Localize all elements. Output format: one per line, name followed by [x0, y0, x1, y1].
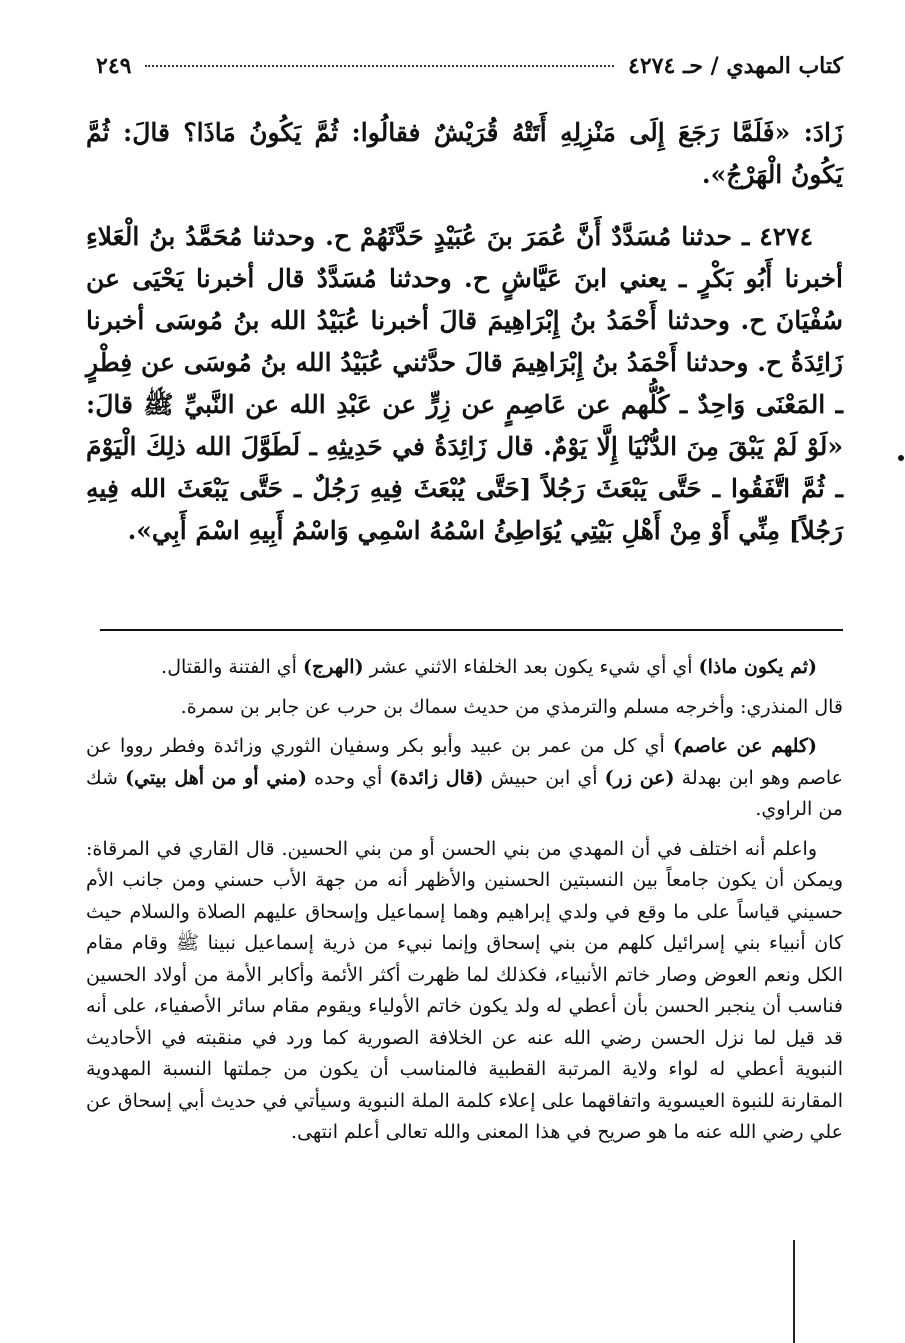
note-text: أي كل من عمر بن عبيد وأبو بكر وسفيان الثوري وزائدة وفطر رووا عن عاصم وهو ابن بهدلة: [86, 735, 843, 789]
note-3: [86, 731, 843, 826]
note-1: [86, 652, 843, 684]
footnote-divider: [100, 629, 843, 631]
running-title: كتاب المهدي / حـ ٤٢٧٤: [628, 53, 843, 79]
hadith-continuation: زَادَ: «فَلَمَّا رَجَعَ إِلَى مَنْزِلِهِ أَتَتْهُ قُرَيْشٌ فقالُوا: ثُمَّ يَكُونُ مَاذَا؟ قالَ: ثُمَّ يَكُونُ الْهَرْجُ».: [86, 118, 843, 189]
note-text: أي وحده: [307, 766, 390, 789]
hadith-4274: ٤٢٧٤ ـ حدثنا مُسَدَّدٌ أَنَّ عُمَرَ بنَ عُبَيْدٍ حَدَّثَهُمْ ح. وحدثنا مُحَمَّدُ بنُ الْعَلاءِ أخبرنا أَبُو بَكْرٍ ـ يعني ابنَ عَيَّاشٍ ح. وحدثنا مُسَدَّدٌ قال أخبرنا يَحْيَى عن سُفْيَانَ ح. وحدثنا أَحْمَدُ بنُ إِبْرَاهِيمَ قالَ أخبرنا عُبَيْدُ الله بنُ مُوسَى أخبرنا زَائِدَةُ ح. وحدثنا أَحْمَدُ بنُ إِبْرَاهِيمَ قالَ حدَّثني عُبَيْدُ الله بنُ مُوسَى عن فِطْرٍ ـ المَعْنَى وَاحِدٌ ـ كُلُّهم عن عَاصِمٍ عن زِرٍّ عن عَبْدِ الله عن النَّبيِّ ﷺ قالَ: «لَوْ لَمْ يَبْقَ مِنَ الدُّنْيَا إِلَّا يَوْمٌ. قال زَائِدَةُ في حَدِيثِهِ ـ لَطَوَّلَ الله ذلِكَ الْيَوْمَ ـ ثُمَّ اتَّفَقُوا ـ حَتَّى يَبْعَثَ رَجُلاً [حَتَّى يُبْعَثَ فِيهِ رَجُلٌ ـ حَتَّى يَبْعَثَ الله فِيهِ رَجُلاً] مِنِّي أَوْ مِنْ أَهْلِ بَيْتِي يُوَاطِئُ اسْمُهُ اسْمِي وَاسْمُ أَبِيهِ اسْمَ أَبِي».: [86, 222, 843, 545]
page-header: [96, 46, 843, 86]
note-text: أي ابن حبيش: [483, 766, 605, 789]
margin-mark: [898, 455, 904, 461]
commentary: [86, 652, 843, 1157]
note-term: (كلهم عن عاصم): [673, 735, 817, 757]
scan-artifact-line: [793, 1240, 795, 1343]
note-text: أي أي شيء يكون بعد الخلفاء الاثني عشر: [363, 656, 699, 678]
note-term: (عن زر): [604, 766, 675, 789]
hadith-text: [86, 112, 843, 572]
note-2: قال المنذري: وأخرجه مسلم والترمذي من حديث سماك بن حرب عن جابر بن سمرة.: [180, 695, 843, 718]
note-term: (الهرج): [303, 656, 364, 678]
note-term: (قال زائدة): [389, 766, 484, 789]
note-term: (ثم يكون ماذا): [698, 656, 817, 678]
header-dot-leader: [145, 65, 614, 67]
note-term: (مني أو من أهل بيتي): [125, 766, 308, 789]
page-number: ٢٤٩: [96, 53, 132, 79]
note-4: واعلم أنه اختلف في أن المهدي من بني الحسن أو من بني الحسين. قال القاري في المرقاة: ويمكن أن يكون جامعاً بين النسبتين الحسنين والأظهر أنه من جهة الأب حسني ومن جانب الأم حسيني قياساً على ما وقع في ولدي إبراهيم وهما إسماعيل وإسحاق عليهم الصلاة والسلام حيث كان أنبياء بني إسرائيل كلهم من بني إسحاق وإنما نبيء من ذرية إسماعيل نبينا ﷺ وقام مقام الكل ونعم العوض وصار خاتم الأنبياء، فكذلك لما ظهرت أكثر الأئمة وأكابر الأمة من أولاد الحسين فناسب أن ينجبر الحسن بأن أعطي له ولد يكون خاتم الأولياء ويقوم مقام سائر الأصفياء، على أنه قد قيل لما نزل الحسن رضي الله عنه عن الخلافة الصورية كما ورد في منقبته في الأحاديث النبوية أعطي له لواء ولاية المرتبة القطبية فالمناسب أن يكون من جملتها النسبة المهدوية المقارنة للنبوة العيسوية واتفاقهما على إعلاء كلمة الملة النبوية وسيأتي في حديث أبي إسحاق عن علي رضي الله عنه ما هو صريح في هذا المعنى والله تعالى أعلم انتهى.: [86, 837, 843, 1143]
note-text: أي الفتنة والقتال.: [161, 656, 303, 678]
note-text: شك من الراوي.: [86, 766, 843, 820]
